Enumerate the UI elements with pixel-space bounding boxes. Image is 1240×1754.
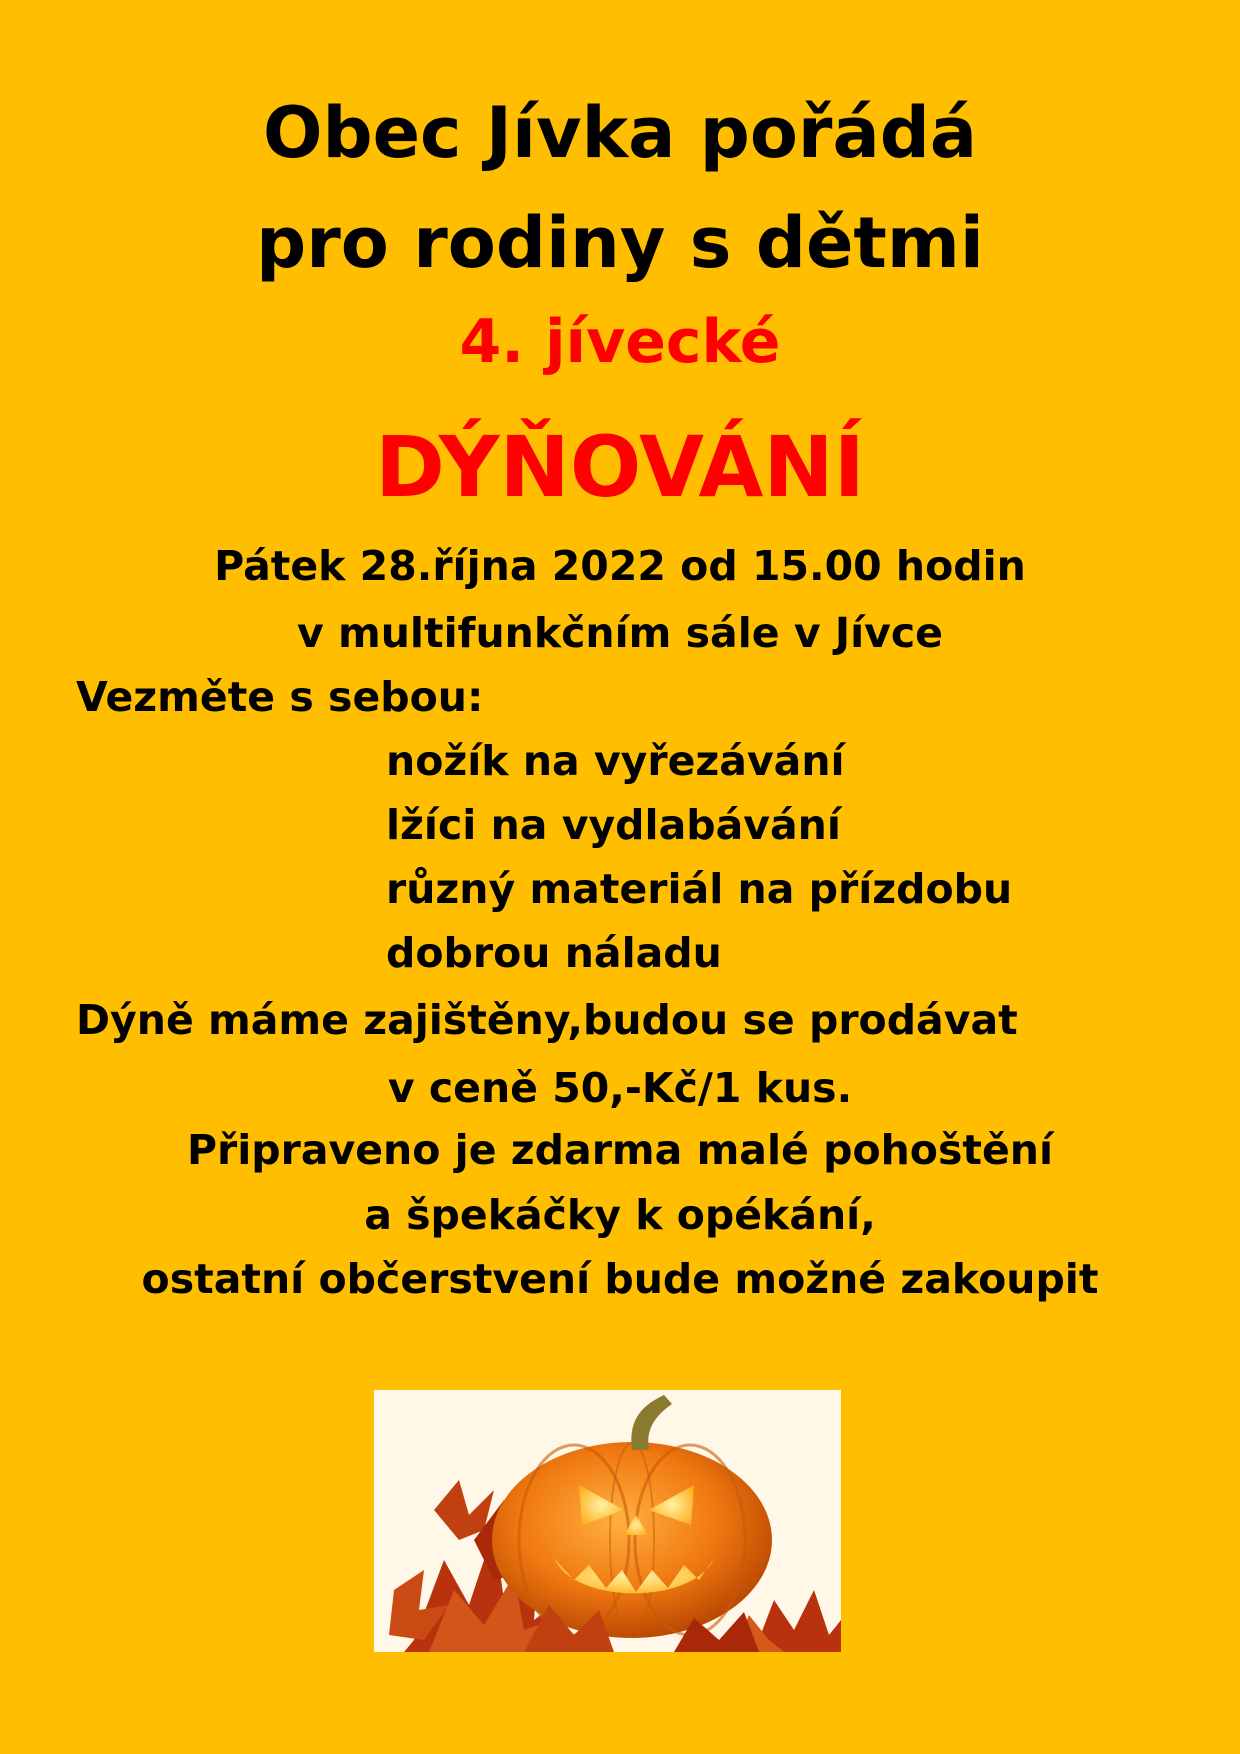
event-name: DÝŇOVÁNÍ	[375, 418, 865, 516]
event-venue: v multifunkčním sále v Jívce	[297, 609, 943, 657]
title-line-1: Obec Jívka pořádá	[262, 92, 978, 174]
sausages-note: a špekáčky k opékání,	[364, 1191, 876, 1239]
title-line-2: pro rodiny s dětmi	[256, 202, 984, 284]
other-refreshments-note: ostatní občerstvení bude možné zakoupit	[141, 1255, 1099, 1303]
pumpkins-note: Dýně máme zajištěny,budou se prodávat	[76, 996, 1018, 1044]
bring-item: nožík na vyřezávání	[386, 737, 845, 785]
pumpkin-price: v ceně 50,-Kč/1 kus.	[387, 1064, 853, 1112]
bring-item: různý materiál na přízdobu	[386, 865, 1013, 913]
bring-item: dobrou náladu	[386, 929, 722, 977]
jack-o-lantern-picture	[374, 1390, 841, 1652]
jack-o-lantern-pumpkin-icon	[374, 1390, 841, 1652]
event-date: Pátek 28.října 2022 od 15.00 hodin	[214, 542, 1026, 590]
bring-item: lžíci na vydlabávání	[386, 801, 841, 849]
refreshments-note: Připraveno je zdarma malé pohoštění	[186, 1126, 1054, 1174]
bring-heading: Vezměte s sebou:	[76, 673, 484, 721]
event-edition: 4. jívecké	[459, 307, 781, 377]
